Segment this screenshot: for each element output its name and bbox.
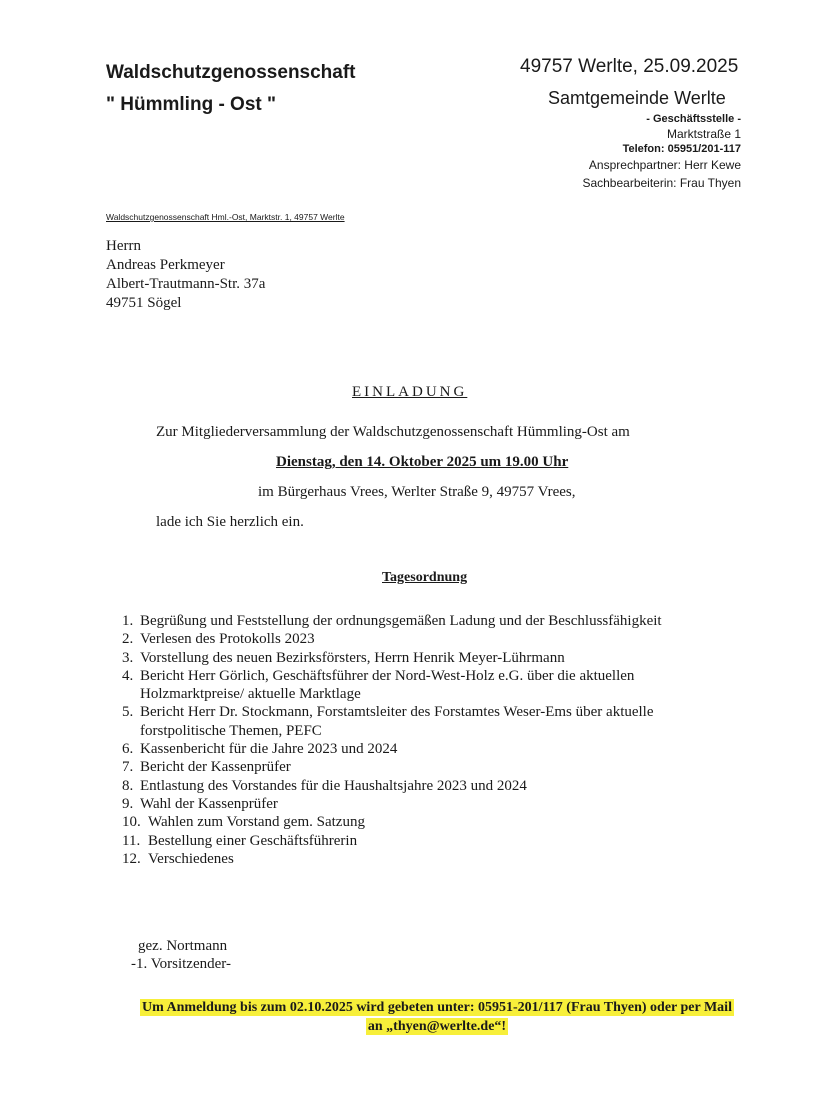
contact-person: Ansprechpartner: Herr Kewe — [588, 158, 741, 172]
registration-note — [126, 998, 748, 1036]
agenda-item-number: 10. — [122, 814, 141, 831]
agenda-item — [122, 667, 722, 704]
agenda-item-number: 12. — [122, 850, 141, 867]
signature-title: -1. Vorsitzender- — [131, 956, 231, 972]
agenda-list — [122, 612, 722, 868]
registration-note-line1: Um Anmeldung bis zum 02.10.2025 wird gebeten unter: 05951-201/117 (Frau Thyen) oder per Mail — [142, 1000, 732, 1015]
agenda-item-text: Wahlen zum Vorstand gem. Satzung — [148, 814, 365, 831]
registration-note-line2: an „thyen@werlte.de“! — [367, 1019, 507, 1034]
agenda-item — [122, 740, 722, 758]
office-label: - Geschäftsstelle - — [646, 113, 741, 125]
meeting-date: Dienstag, den 14. Oktober 2025 um 19.00 Uhr — [276, 454, 569, 470]
agenda-item-number: 11. — [122, 832, 141, 849]
invitation-heading: EINLADUNG — [352, 384, 468, 400]
agenda-item-number: 8. — [122, 777, 134, 794]
agenda-heading: Tagesordnung — [382, 570, 468, 585]
agenda-item — [122, 649, 722, 667]
agenda-item — [122, 703, 722, 740]
agenda-item-number: 1. — [122, 613, 134, 629]
recipient-street: Albert-Trautmann-Str. 37a — [106, 276, 266, 292]
agenda-item-text: Entlastung des Vorstandes für die Haushaltsjahre 2023 und 2024 — [140, 777, 527, 794]
recipient-city: 49751 Sögel — [106, 295, 182, 311]
office-phone: Telefon: 05951/201-117 — [622, 143, 741, 155]
agenda-item — [122, 813, 722, 831]
agenda-item — [122, 612, 722, 630]
agenda-item — [122, 630, 722, 648]
agenda-item-text: Wahl der Kassenprüfer — [140, 795, 278, 812]
agenda-item-text: Verschiedenes — [148, 850, 234, 867]
invitation-intro: Zur Mitgliederversammlung der Waldschutzgenossenschaft Hümmling-Ost am — [156, 424, 630, 440]
agenda-item-text: Kassenbericht für die Jahre 2023 und 2024 — [140, 741, 398, 758]
agenda-item-number: 6. — [122, 741, 134, 758]
agenda-item-text: Bericht Herr Görlich, Geschäftsführer der Nord-West-Holz e.G. über die aktuellen Holzmarktpreise/ aktuelle Marktlage — [140, 667, 635, 703]
return-address: Waldschutzgenossenschaft Hml.-Ost, Marktstr. 1, 49757 Werlte — [106, 212, 345, 222]
agenda-item-number: 2. — [122, 631, 134, 648]
agenda-item — [122, 795, 722, 813]
agenda-item — [122, 850, 722, 868]
agenda-item-text: Verlesen des Protokolls 2023 — [140, 631, 315, 648]
agenda-item-number: 9. — [122, 795, 134, 812]
agenda-item — [122, 777, 722, 795]
invitation-closing: lade ich Sie herzlich ein. — [156, 514, 304, 530]
sender-org-name: Waldschutzgenossenschaft — [106, 62, 356, 83]
agenda-item — [122, 832, 722, 850]
clerk-person: Sachbearbeiterin: Frau Thyen — [582, 176, 741, 190]
agenda-item-text: Begrüßung und Feststellung der ordnungsgemäßen Ladung und der Beschlussfähigkeit — [140, 613, 662, 629]
agenda-item-text: Bestellung einer Geschäftsführerin — [148, 832, 358, 849]
place-date: 49757 Werlte, 25.09.2025 — [520, 56, 739, 77]
meeting-venue: im Bürgerhaus Vrees, Werlter Straße 9, 49757 Vrees, — [258, 484, 576, 500]
recipient-name: Andreas Perkmeyer — [106, 257, 225, 273]
agenda-item-number: 4. — [122, 667, 134, 684]
authority-name: Samtgemeinde Werlte — [548, 88, 726, 108]
agenda-item-text: Bericht Herr Dr. Stockmann, Forstamtsleiter des Forstamtes Weser-Ems über aktuelle forstpolitische Themen, PEFC — [140, 704, 654, 739]
agenda-item-number: 5. — [122, 704, 134, 721]
agenda-item-text: Vorstellung des neuen Bezirksförsters, Herrn Henrik Meyer-Lührmann — [140, 649, 565, 666]
recipient-salutation: Herrn — [106, 238, 141, 254]
agenda-item-number: 3. — [122, 649, 134, 666]
agenda-item-text: Bericht der Kassenprüfer — [140, 759, 291, 776]
signature-name: gez. Nortmann — [138, 938, 228, 954]
agenda-item — [122, 758, 722, 776]
sender-org-subtitle: " Hümmling - Ost " — [106, 94, 277, 115]
office-street: Marktstraße 1 — [666, 127, 741, 141]
agenda-item-number: 7. — [122, 759, 134, 776]
